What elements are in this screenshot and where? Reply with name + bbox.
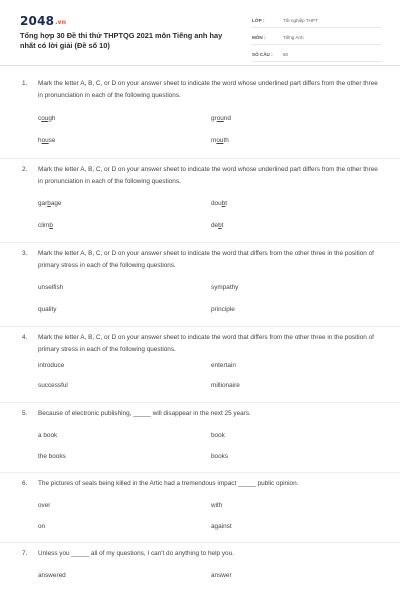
answer-option[interactable] xyxy=(38,115,55,122)
question-text: The pictures of seals being killed in the Artic had a tremendous impact _____ public opinion. xyxy=(38,480,299,487)
answer-option[interactable]: against xyxy=(211,523,232,530)
question-list xyxy=(0,66,400,600)
answer-option[interactable]: millionaire xyxy=(211,382,240,389)
option-underlined-part: ou xyxy=(216,115,224,122)
option-text: clim xyxy=(38,222,50,229)
option-text: gr xyxy=(211,115,217,122)
meta-label: MÔN : xyxy=(252,35,266,40)
meta-row-question-count xyxy=(252,48,382,62)
question-text: Mark the letter A, B, C, or D on your answer sheet to indicate the word whose underlined part differs from the other three in pronunciation in each of the following questions. xyxy=(38,166,378,185)
answer-option[interactable]: over xyxy=(38,502,51,509)
question-text: Mark the letter A, B, C, or D on your answer sheet to indicate the word that differs from the other three in the position of primary stress in each of the following questions. xyxy=(38,250,374,269)
answer-option[interactable]: unselfish xyxy=(38,284,64,291)
meta-row-class xyxy=(252,14,382,28)
answer-option[interactable] xyxy=(38,137,55,144)
option-underlined-part: b xyxy=(49,222,53,229)
meta-value: Tiếng Anh xyxy=(283,35,304,40)
option-text: t xyxy=(225,200,228,207)
question-number: 5. xyxy=(22,410,28,417)
answer-option[interactable]: books xyxy=(211,453,229,460)
option-underlined-part: b xyxy=(221,200,226,207)
meta-label: LỚP : xyxy=(252,18,265,23)
meta-value: 50 xyxy=(283,52,289,57)
question-number: 6. xyxy=(22,480,28,487)
question-item xyxy=(0,473,400,543)
answer-option[interactable]: answered xyxy=(38,572,66,579)
answer-option[interactable]: a book xyxy=(38,432,58,439)
answer-option[interactable] xyxy=(38,222,53,229)
answer-option[interactable]: entertain xyxy=(211,362,236,369)
question-text: Mark the letter A, B, C, or D on your answer sheet to indicate the word that differs from the other three in the position of primary stress in each of the following questions. xyxy=(38,334,374,353)
answer-option[interactable]: book xyxy=(211,432,225,439)
option-text: dou xyxy=(211,200,222,207)
option-text: c xyxy=(38,115,42,122)
logo-suffix: .vn xyxy=(55,19,67,26)
option-text: age xyxy=(50,200,62,207)
document-meta xyxy=(252,14,382,65)
answer-option[interactable] xyxy=(211,137,229,144)
answer-option[interactable]: answer xyxy=(211,572,232,579)
answer-option[interactable] xyxy=(211,200,227,207)
site-logo[interactable] xyxy=(20,14,66,28)
answer-option[interactable]: on xyxy=(38,523,46,530)
question-item xyxy=(0,327,400,403)
option-text: t xyxy=(221,222,224,229)
option-text: se xyxy=(48,137,56,144)
option-text: h xyxy=(38,137,42,144)
option-underlined-part: ou xyxy=(41,115,49,122)
option-text: th xyxy=(223,137,229,144)
question-number: 1. xyxy=(22,80,28,87)
option-text: gar xyxy=(38,200,48,207)
question-text: Because of electronic publishing, _____ will disappear in the next 25 years. xyxy=(38,410,251,417)
answer-option[interactable]: introduce xyxy=(38,362,65,369)
question-number: 2. xyxy=(22,166,28,173)
option-text: m xyxy=(211,137,217,144)
option-text: de xyxy=(211,222,219,229)
answer-option[interactable]: with xyxy=(211,502,223,509)
option-underlined-part: ou xyxy=(216,137,224,144)
logo-main: 2048 xyxy=(20,14,55,28)
question-number: 7. xyxy=(22,550,28,557)
answer-option[interactable]: the books xyxy=(38,453,66,460)
option-text: nd xyxy=(223,115,231,122)
answer-option[interactable]: sympathy xyxy=(211,284,239,291)
document-header xyxy=(0,0,400,66)
option-underlined-part: ou xyxy=(41,137,49,144)
question-item xyxy=(0,243,400,327)
question-text: Unless you _____ all of my questions, I can't do anything to help you. xyxy=(38,550,234,557)
answer-option[interactable] xyxy=(38,200,61,207)
document-title: Tổng hợp 30 Đề thi thử THPTQG 2021 môn Tiếng anh hay nhất có lời giải (Đề số 10) xyxy=(20,31,223,50)
meta-label: SỐ CÂU : xyxy=(252,52,273,57)
option-underlined-part: b xyxy=(47,200,51,207)
answer-option[interactable]: successful xyxy=(38,382,68,389)
answer-option[interactable] xyxy=(211,222,223,229)
question-item xyxy=(0,543,400,600)
question-item xyxy=(0,159,400,243)
answer-option[interactable] xyxy=(211,115,231,122)
option-text: gh xyxy=(48,115,56,122)
option-underlined-part: b xyxy=(218,222,222,229)
question-number: 4. xyxy=(22,334,28,341)
question-item xyxy=(0,66,400,159)
question-number: 3. xyxy=(22,250,28,257)
question-item xyxy=(0,403,400,473)
answer-option[interactable]: quality xyxy=(38,306,57,313)
meta-row-subject xyxy=(252,31,382,45)
meta-value: Tốt nghiệp THPT xyxy=(283,18,318,23)
answer-option[interactable]: principle xyxy=(211,306,235,313)
question-text: Mark the letter A, B, C, or D on your answer sheet to indicate the word whose underlined part differs from the other three in pronunciation in each of the following questions. xyxy=(38,80,378,99)
